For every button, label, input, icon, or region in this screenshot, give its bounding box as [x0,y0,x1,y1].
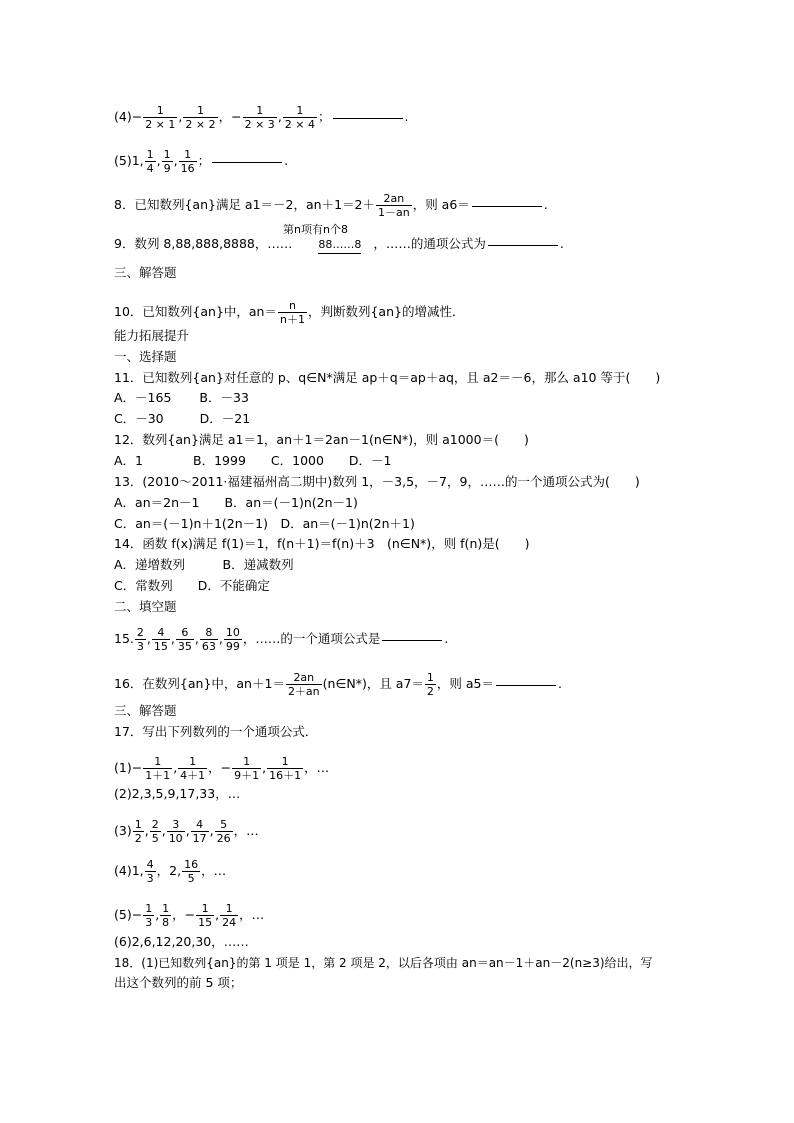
question-8: 8．已知数列{an}满足 a1＝－2，an＋1＝2＋ $\frac{2an}{1-an}$ ，则 a6＝ . [114,192,548,219]
fraction: $\frac{1}{9}$ [163,148,171,175]
q13-options-ab[interactable]: A．an＝2n－1 B．an＝(－1)n(2n－1) [114,495,358,510]
fraction: $\frac{1}{1+1}$ [145,755,171,782]
fraction: $\frac{4}{17}$ [192,818,207,845]
section-heading: 三、解答题 [114,265,177,280]
fraction: $\frac{2an}{2+an}$ [287,671,320,698]
part-heading: 能力拓展提升 [114,328,190,343]
fraction: $\frac{n}{n+1}$ [279,299,305,326]
fraction: $\frac{1}{2 \times 3}$ [244,104,275,131]
q17-part3: (3) $\frac{1}{2}$ , $\frac{2}{5}$ , $\frac{3}{10}$ , $\frac{4}{17}$ , $\frac{5}{26}$ ，… [114,818,259,845]
q14-options-cd[interactable]: C．常数列 D．不能确定 [114,578,270,593]
fraction: $\frac{2an}{1-an}$ [377,192,410,219]
question-17: 17．写出下列数列的一个通项公式． [114,724,318,739]
fraction: $\frac{1}{2}$ [426,671,434,698]
option-b[interactable]: B．－33 [199,390,249,405]
answer-blank[interactable] [496,684,556,686]
q11-options-ab [114,390,249,406]
q17-part1: (1)− $\frac{1}{1+1}$ , $\frac{1}{4+1}$ ，− $\frac{1}{9+1}$ , $\frac{1}{16+1}$ ，… [114,755,330,782]
fraction: $\frac{16}{5}$ [184,858,199,885]
q7-part5: (5)1, $\frac{1}{4}$ , $\frac{1}{9}$ , $\frac{1}{16}$ ； . [114,148,289,175]
question-18-line1: 18．(1)已知数列{an}的第 1 项是 1，第 2 项是 2，以后各项由 an＝an－1＋an－2(n≥3)给出，写 [114,956,653,970]
answer-blank[interactable] [333,117,403,119]
fraction: $\frac{2}{3}$ [136,626,144,653]
term-annotation: 第n项有n个8 [283,223,348,236]
fraction: $\frac{2}{5}$ [151,818,159,845]
question-13: 13．(2010～2011·福建福州高二期中)数列 1，－3,5，－7，9，……的一个通项公式为( ) [114,474,640,489]
q17-part5: (5)− $\frac{1}{3}$ , $\frac{1}{8}$ ，− $\frac{1}{15}$ , $\frac{1}{24}$ ，… [114,902,265,929]
question-10: 10．已知数列{an}中，an＝ $\frac{n}{n+1}$ ，判断数列{an}的增减性． [114,299,465,326]
q11-options-cd [114,411,250,427]
question-15: 15. $\frac{2}{3}$ , $\frac{4}{15}$ , $\frac{6}{35}$ , $\frac{8}{63}$ , $\frac{10}{99}$ ，……的一个通项公式是 . [114,626,449,653]
fraction: $\frac{10}{99}$ [225,626,240,653]
fraction: $\frac{1}{16}$ [180,148,195,175]
fraction: $\frac{6}{35}$ [177,626,192,653]
section-heading: 三、解答题 [114,703,177,718]
question-11: 11．已知数列{an}对任意的 p、q∈N*满足 ap＋q＝ap＋aq，且 a2＝－6，那么 a10 等于( ) [114,370,661,385]
fraction: $\frac{5}{26}$ [216,818,231,845]
q12-options[interactable]: A．1 B．1999 C．1000 D．－1 [114,453,392,468]
question-12: 12．数列{an}满足 a1＝1，an＋1＝2an－1(n∈N*)，则 a1000＝( ) [114,432,529,447]
fraction: $\frac{1}{2 \times 2}$ [185,104,216,131]
answer-blank[interactable] [488,244,558,246]
question-9: 9．数列 8,88,888,8888，…… 88……8 ，……的通项公式为 . [114,236,564,254]
answer-blank[interactable] [472,205,542,207]
repeated-digit-term: 88……8 [318,237,361,254]
q17-part4: (4)1, $\frac{4}{3}$ ，2, $\frac{16}{5}$ ，… [114,858,227,885]
q14-options-ab[interactable]: A．递增数列 B．递减数列 [114,557,294,572]
q7-part4: (4)− $\frac{1}{2 \times 1}$ , $\frac{1}{2 \times 2}$ ，− $\frac{1}{2 \times 3}$ , $\frac{1}{2 \times 4}$ ； . [114,104,409,131]
option-c[interactable]: C．－30 [114,411,164,426]
fraction: $\frac{3}{10}$ [168,818,183,845]
fraction: $\frac{1}{3}$ [145,902,153,929]
fraction: $\frac{8}{63}$ [201,626,216,653]
fraction: $\frac{4}{15}$ [153,626,168,653]
question-18-line2: 出这个数列的前 5 项； [114,975,243,990]
fraction: $\frac{1}{4}$ [146,148,154,175]
fraction: $\frac{1}{24}$ [222,902,237,929]
question-14: 14．函数 f(x)满足 f(1)＝1，f(n＋1)＝f(n)＋3 (n∈N*)，则 f(n)是( ) [114,536,530,551]
fraction: $\frac{1}{4+1}$ [180,755,206,782]
fraction: $\frac{1}{2}$ [134,818,142,845]
fraction: $\frac{1}{8}$ [162,902,170,929]
fraction: $\frac{4}{3}$ [146,858,154,885]
fraction: $\frac{1}{15}$ [198,902,213,929]
fraction: $\frac{1}{2 \times 1}$ [145,104,176,131]
section-heading: 二、填空题 [114,599,177,614]
q17-part2: (2)2,3,5,9,17,33，… [114,786,241,801]
fraction: $\frac{1}{9+1}$ [234,755,260,782]
option-d[interactable]: D．－21 [199,411,251,426]
fraction: $\frac{1}{2 \times 4}$ [284,104,316,131]
question-16: 16．在数列{an}中，an＋1＝ $\frac{2an}{2+an}$ (n∈N*)，且 a7＝ $\frac{1}{2}$ ，则 a5＝ . [114,671,562,698]
fraction: $\frac{1}{16+1}$ [269,755,302,782]
option-a[interactable]: A．－165 [114,390,172,405]
q17-part6: (6)2,6,12,20,30，…… [114,934,249,949]
section-heading: 一、选择题 [114,349,177,364]
answer-blank[interactable] [382,639,442,641]
q13-options-cd[interactable]: C．an＝(－1)n＋1(2n－1) D．an＝(－1)n(2n＋1) [114,516,415,531]
answer-blank[interactable] [212,161,282,163]
